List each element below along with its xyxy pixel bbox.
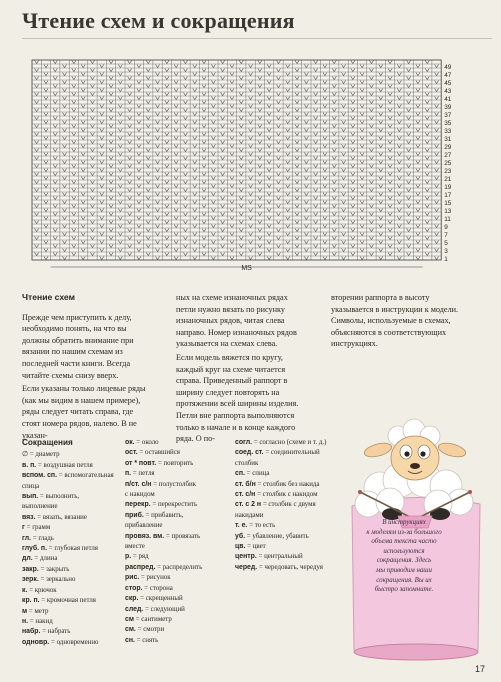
sheep-note-line: сокращения. Вы их [376,576,432,584]
abbreviation-entry [22,575,122,585]
abbreviation-entry [235,480,347,490]
abbreviation-meaning: = рисунок [139,574,171,582]
abbreviation-meaning: = провязать [164,532,201,540]
abbreviation-meaning: = скрещенный [138,595,183,603]
abbreviation-entry [125,448,225,458]
abbreviation-term: ост. [125,449,138,457]
abbreviation-term: к. [22,586,28,594]
abbreviation-entry [22,461,122,471]
abbreviation-meaning: = согласно (схеме и т. д.) [252,439,327,446]
abbreviation-entry: накидами [235,511,264,519]
abbreviation-term: провяз. вм. [125,532,165,540]
abbreviation-entry [235,563,347,573]
abbreviation-term: см. [125,626,136,634]
abbreviation-meaning: = метр [27,607,49,615]
abbreviation-entry [125,511,225,521]
abbreviation-term: ст. с/н [235,491,256,499]
knitting-chart [30,58,486,278]
sheep-note [360,518,448,595]
abbreviation-term: вяз. [22,513,36,521]
abbreviation-entry: ∅ = диаметр [22,451,60,459]
abbreviation-entry [235,542,347,552]
row-number: 11 [444,216,451,224]
abbreviation-meaning: = полустолбик [151,480,196,488]
abbreviation-meaning: = одновременно [49,638,99,646]
abbreviation-meaning: = набрать [40,628,71,636]
abbreviation-meaning: = перекрестить [150,501,198,509]
abbreviation-term: рис. [125,574,140,582]
sheep-note-line: быстро запомните. [374,586,434,594]
title-divider [22,38,492,39]
abbreviation-term: гл. [22,534,31,542]
abbreviation-term: глуб. п. [22,545,47,553]
abbreviation-entry [125,636,225,646]
abbreviation-entry: вместе [125,543,145,551]
abbreviation-entry [235,521,347,531]
page-title: Чтение схем и сокращения [22,8,295,33]
abbreviation-term: вспом. сп. [22,472,58,480]
abbreviation-meaning: = прибавить, [143,511,184,519]
abbreviation-meaning: = выполнить, [38,493,80,501]
abbreviation-entry [22,471,122,481]
article-paragraph: Если указаны только лицевые ряды (как мы видим в нашем примере), ряды следует читать справа, где стоят номера рядов, налево. В не указан- [22,384,146,440]
abbreviations-heading: Сокращения [22,438,73,447]
abbreviation-entry [22,513,122,523]
abbreviation-meaning: = ряд [131,553,149,561]
abbreviation-entry [125,625,225,635]
sheep-note-line: В инструкциях [382,519,426,526]
row-number: 43 [444,88,452,96]
abbreviation-meaning: = оставшийся [137,449,180,457]
sheep-note-line: сокращения. Здесь [376,557,432,565]
abbreviation-term: р. [125,553,132,561]
abbreviation-meaning: = петля [131,470,155,478]
abbreviation-term: т. е. [235,522,248,530]
knitting-chart-grid [30,58,486,278]
abbreviation-term: сп. [235,470,245,478]
sheep-note-line: мы приводим наши [376,566,432,574]
abbreviation-term: распред. [125,563,156,571]
row-number: 5 [444,240,448,248]
article-paragraph: вторении раппорта в высоту указывается в инструкции к модели. Символы, используемые в схемах, объясняются в соответствующих инструкциях. [331,293,459,349]
abbreviation-term: перекр. [125,501,151,509]
abbreviation-entry [22,586,122,596]
abbreviation-term: п. [125,470,132,478]
abbreviation-meaning: = убавление, убавить [245,532,309,540]
row-number: 37 [444,112,452,120]
abbreviation-meaning: = зеркально [38,576,76,584]
abbreviation-term: соед. ст. [235,449,264,457]
abbreviations-column-2 [125,438,225,646]
row-number: 27 [444,152,452,160]
abbreviations-column-3 [235,438,347,573]
abbreviation-entry: прибавление [125,522,163,530]
row-number: 23 [444,168,452,176]
row-number: 7 [444,232,448,240]
row-number: 35 [444,120,452,128]
row-number: 3 [444,248,448,256]
abbreviation-entry [22,627,122,637]
abbreviation-entry [235,438,347,448]
abbreviation-entry: столбик [235,459,259,467]
abbreviation-meaning: = накид [28,617,53,625]
abbreviation-entry [22,596,122,606]
abbreviation-meaning: = следующий [143,605,185,613]
abbreviation-term: стор. [125,584,143,592]
abbreviation-term: ст. с 2 н [235,501,262,509]
row-number: 17 [444,192,452,200]
abbreviation-term: согл. [235,439,253,446]
abbreviation-meaning: = воздушная петля [36,461,93,469]
abbreviation-meaning: = центральный [256,553,303,561]
abbreviation-entry [22,617,122,627]
row-number: 49 [444,64,452,72]
abbreviation-term: набр. [22,628,41,636]
abbreviation-term: сн. [125,636,135,644]
abbreviation-term: от * повт. [125,459,157,467]
row-number: 31 [444,136,452,144]
sheep-note-line: используются [383,547,425,555]
abbreviation-meaning: = повторить [156,459,194,467]
abbreviation-term: уб. [235,532,246,540]
abbreviation-meaning: = около [134,439,159,446]
abbreviation-meaning: = столбик без накида [255,480,320,488]
abbreviation-meaning: = глубокая петля [46,545,98,553]
abbreviation-entry [22,534,122,544]
abbreviation-term: след. [125,605,144,613]
page-number: 17 [474,664,485,674]
abbreviation-entry [235,469,347,479]
abbreviation-term: скр. [125,595,139,603]
abbreviation-entry [22,544,122,554]
abbreviation-term: м [22,607,28,615]
repeat-label: MS [241,265,252,272]
abbreviation-term: дл. [22,555,33,563]
abbreviation-term: черед. [235,563,258,571]
abbreviation-meaning: = смотри [135,626,165,634]
abbreviation-term: кр. п. [22,597,40,605]
abbreviation-entry [125,584,225,594]
abbreviation-entry [125,532,225,542]
abbreviation-meaning: = то есть [247,522,276,530]
abbreviation-term: одновр. [22,638,50,646]
abbreviation-entry [125,573,225,583]
row-number: 39 [444,104,452,112]
row-number: 9 [444,224,448,232]
abbreviation-entry [125,438,225,448]
abbreviation-entry [235,532,347,542]
row-number: 15 [444,200,452,208]
abbreviation-term: вып. [22,493,39,501]
row-number: 1 [444,256,448,264]
abbreviation-entry [22,523,122,533]
abbreviation-meaning: = кромочная петля [39,597,96,605]
abbreviation-term: ст. б/н [235,480,256,488]
section-heading: Чтение схем [22,292,75,302]
abbreviation-meaning: = грамм [24,524,51,532]
abbreviation-entry: выполнение [22,503,58,511]
abbreviation-meaning: = цвет [245,543,266,551]
abbreviation-entry [125,594,225,604]
abbreviation-term: г [22,524,25,532]
abbreviation-meaning: = вязать, вязание [35,513,87,521]
abbreviation-term: п/ст. с/н [125,480,152,488]
abbreviation-term: в. п. [22,461,37,469]
abbreviation-meaning: = закрыть [38,565,70,573]
abbreviation-term: цв. [235,543,246,551]
abbreviation-meaning: = снять [134,636,159,644]
abbreviation-term: закр. [22,565,39,573]
abbreviation-term: центр. [235,553,257,561]
abbreviation-term: приб. [125,511,144,519]
abbreviation-term: зерк. [22,576,39,584]
abbreviation-entry [125,480,225,490]
article-column-3 [331,292,469,352]
abbreviation-term: см [125,615,134,623]
abbreviation-term: н. [22,617,29,625]
abbreviation-term: ок. [125,439,135,446]
row-number: 33 [444,128,452,136]
abbreviation-entry [125,500,225,510]
abbreviations-column-1 [22,438,122,648]
abbreviation-meaning: = гладь [31,534,54,542]
row-number: 41 [444,96,452,104]
abbreviation-entry: спица [22,482,40,490]
sheep-note-line: к моделям из-за большого [366,528,442,536]
abbreviation-meaning: = соединительный [263,449,320,457]
abbreviation-meaning: = распределить [155,563,203,571]
abbreviation-meaning: = вспомогательная [57,472,114,480]
row-number: 21 [444,176,452,184]
abbreviation-entry [125,615,225,625]
abbreviation-entry [22,607,122,617]
abbreviation-meaning: = столбик с двумя [261,501,316,509]
abbreviation-entry [235,500,347,510]
abbreviation-entry [125,605,225,615]
abbreviation-entry [125,563,225,573]
abbreviation-meaning: = чередовать, чередуя [257,563,323,571]
sheep-note-line: объема текста часто [371,538,437,546]
abbreviation-meaning: = спица [244,470,270,478]
row-number: 29 [444,144,452,152]
article-column-1 [22,292,150,443]
article-paragraph: ных на схеме изнаночных рядах петли нужно вязать по рисунку изнаночных рядов, читая слева направо. Номер изнаночных рядов указывается на схемах слева. [176,293,297,349]
abbreviation-meaning: = сторона [142,584,173,592]
article-column-2 [176,292,304,447]
article-paragraph: Прежде чем приступить к делу, необходимо понять, на что вы должны обратить внимание при вязании по нашим схемам из последней части книги. Всегда читайте схемы снизу вверх. [22,312,134,380]
row-number: 47 [444,72,452,80]
abbreviation-entry [22,492,122,502]
row-number: 19 [444,184,452,192]
abbreviation-meaning: = столбик с накидом [255,491,318,499]
abbreviation-meaning: = крючок [27,586,57,594]
row-number: 45 [444,80,452,88]
abbreviation-entry [125,552,225,562]
abbreviation-entry [125,469,225,479]
abbreviation-entry [22,565,122,575]
abbreviation-entry [235,552,347,562]
article-paragraph: Если модель вяжется по кругу, каждый круг на схеме читается справа. Приведенный раппорт в ширину следует повторять на протяжении всей ширины изделия. Петли вне раппорта выполняются только в начале и в конце каждого ряда. О по- [176,352,299,444]
abbreviation-entry [235,490,347,500]
abbreviation-entry [22,638,122,648]
abbreviation-entry [235,448,347,458]
abbreviation-entry: с накидом [125,491,155,499]
abbreviation-entry [22,554,122,564]
row-number: 25 [444,160,452,168]
abbreviation-entry [125,459,225,469]
abbreviation-meaning: = сантиметр [133,615,172,623]
abbreviation-meaning: = длина [32,555,58,563]
row-number: 13 [444,208,452,216]
